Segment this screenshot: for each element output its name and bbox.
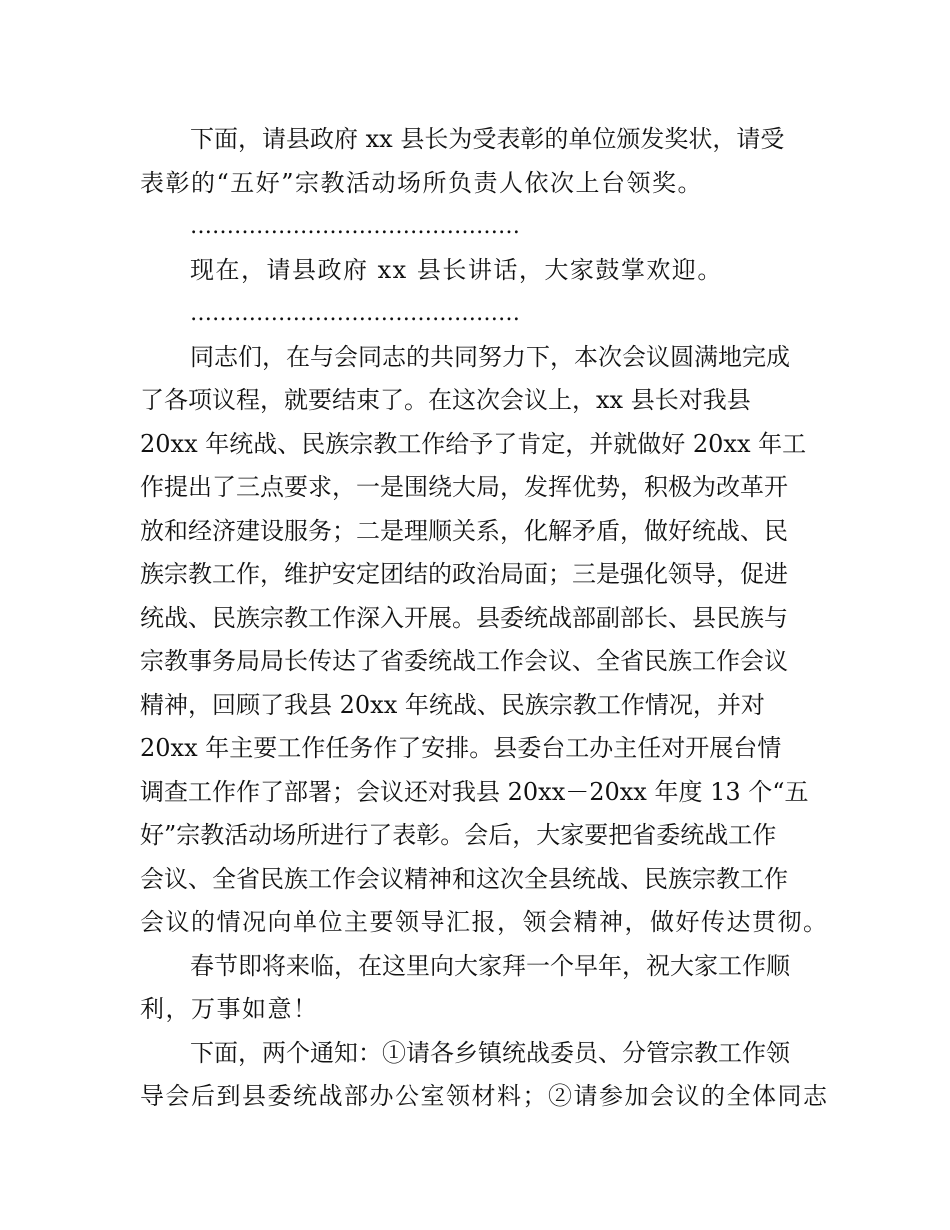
paragraph [140,249,815,293]
paragraph-line: 作提出了三点要求，一是围绕大局，发挥优势，积极为改革开 [140,473,788,501]
paragraph [140,336,829,945]
paragraph-line: 好”宗教活动场所进行了表彰。会后，大家要把省委统战工作 [140,821,777,849]
paragraph-line: 导会后到县委统战部办公室领材料；②请参加会议的全体同志 [140,1082,829,1110]
paragraph-line: 族宗教工作，维护安定团结的政治局面；三是强化领导，促进 [140,560,788,588]
paragraph-line: 会议、全省民族工作会议精神和这次全县统战、民族宗教工作 [140,864,788,893]
paragraph-line: 宗教事务局局长传达了省委统战工作会议、全省民族工作会议 [140,647,788,675]
paragraph-line: 了各项议程，就要结束了。在这次会议上，xx 县长对我县 [140,386,751,414]
ellipsis-separator [140,205,815,249]
paragraph-line: 下面，请县政府 xx 县长为受表彰的单位颁发奖状，请受 [190,125,785,153]
paragraph [140,1032,829,1119]
paragraph-line: 会议的情况向单位主要领导汇报，领会精神，做好传达贯彻。 [140,908,829,936]
paragraph [140,945,815,1032]
paragraph-line: 现在，请县政府 xx 县长讲话，大家鼓掌欢迎。 [190,255,723,284]
paragraph [140,118,815,205]
ellipsis-separator [140,292,815,336]
ellipsis-line: ……………………………………… [190,214,520,239]
document-body [140,118,829,1119]
paragraph-line: 调查工作作了部署；会议还对我县 20xx－20xx 年度 13 个“五 [140,777,809,806]
paragraph-line: 下面，两个通知：①请各乡镇统战委员、分管宗教工作领 [190,1038,790,1067]
paragraph-line: 统战、民族宗教工作深入开展。县委统战部副部长、县民族与 [140,603,788,632]
paragraph-line: 春节即将来临，在这里向大家拜一个早年，祝大家工作顺 [190,951,790,980]
paragraph-line: 精神，回顾了我县 20xx 年统战、民族宗教工作情况，并对 [140,690,765,719]
paragraph-line: 20xx 年主要工作任务作了安排。县委台工办主任对开展台情 [140,734,782,762]
paragraph-line: 表彰的“五好”宗教活动场所负责人依次上台领奖。 [140,168,704,197]
ellipsis-line: ……………………………………… [190,301,520,326]
paragraph-line: 利，万事如意！ [140,995,319,1023]
paragraph-line: 同志们，在与会同志的共同努力下，本次会议圆满地完成 [190,342,790,371]
paragraph-line: 20xx 年统战、民族宗教工作给予了肯定，并就做好 20xx 年工 [140,429,807,458]
paragraph-line: 放和经济建设服务；二是理顺关系，化解矛盾，做好统战、民 [140,516,788,545]
